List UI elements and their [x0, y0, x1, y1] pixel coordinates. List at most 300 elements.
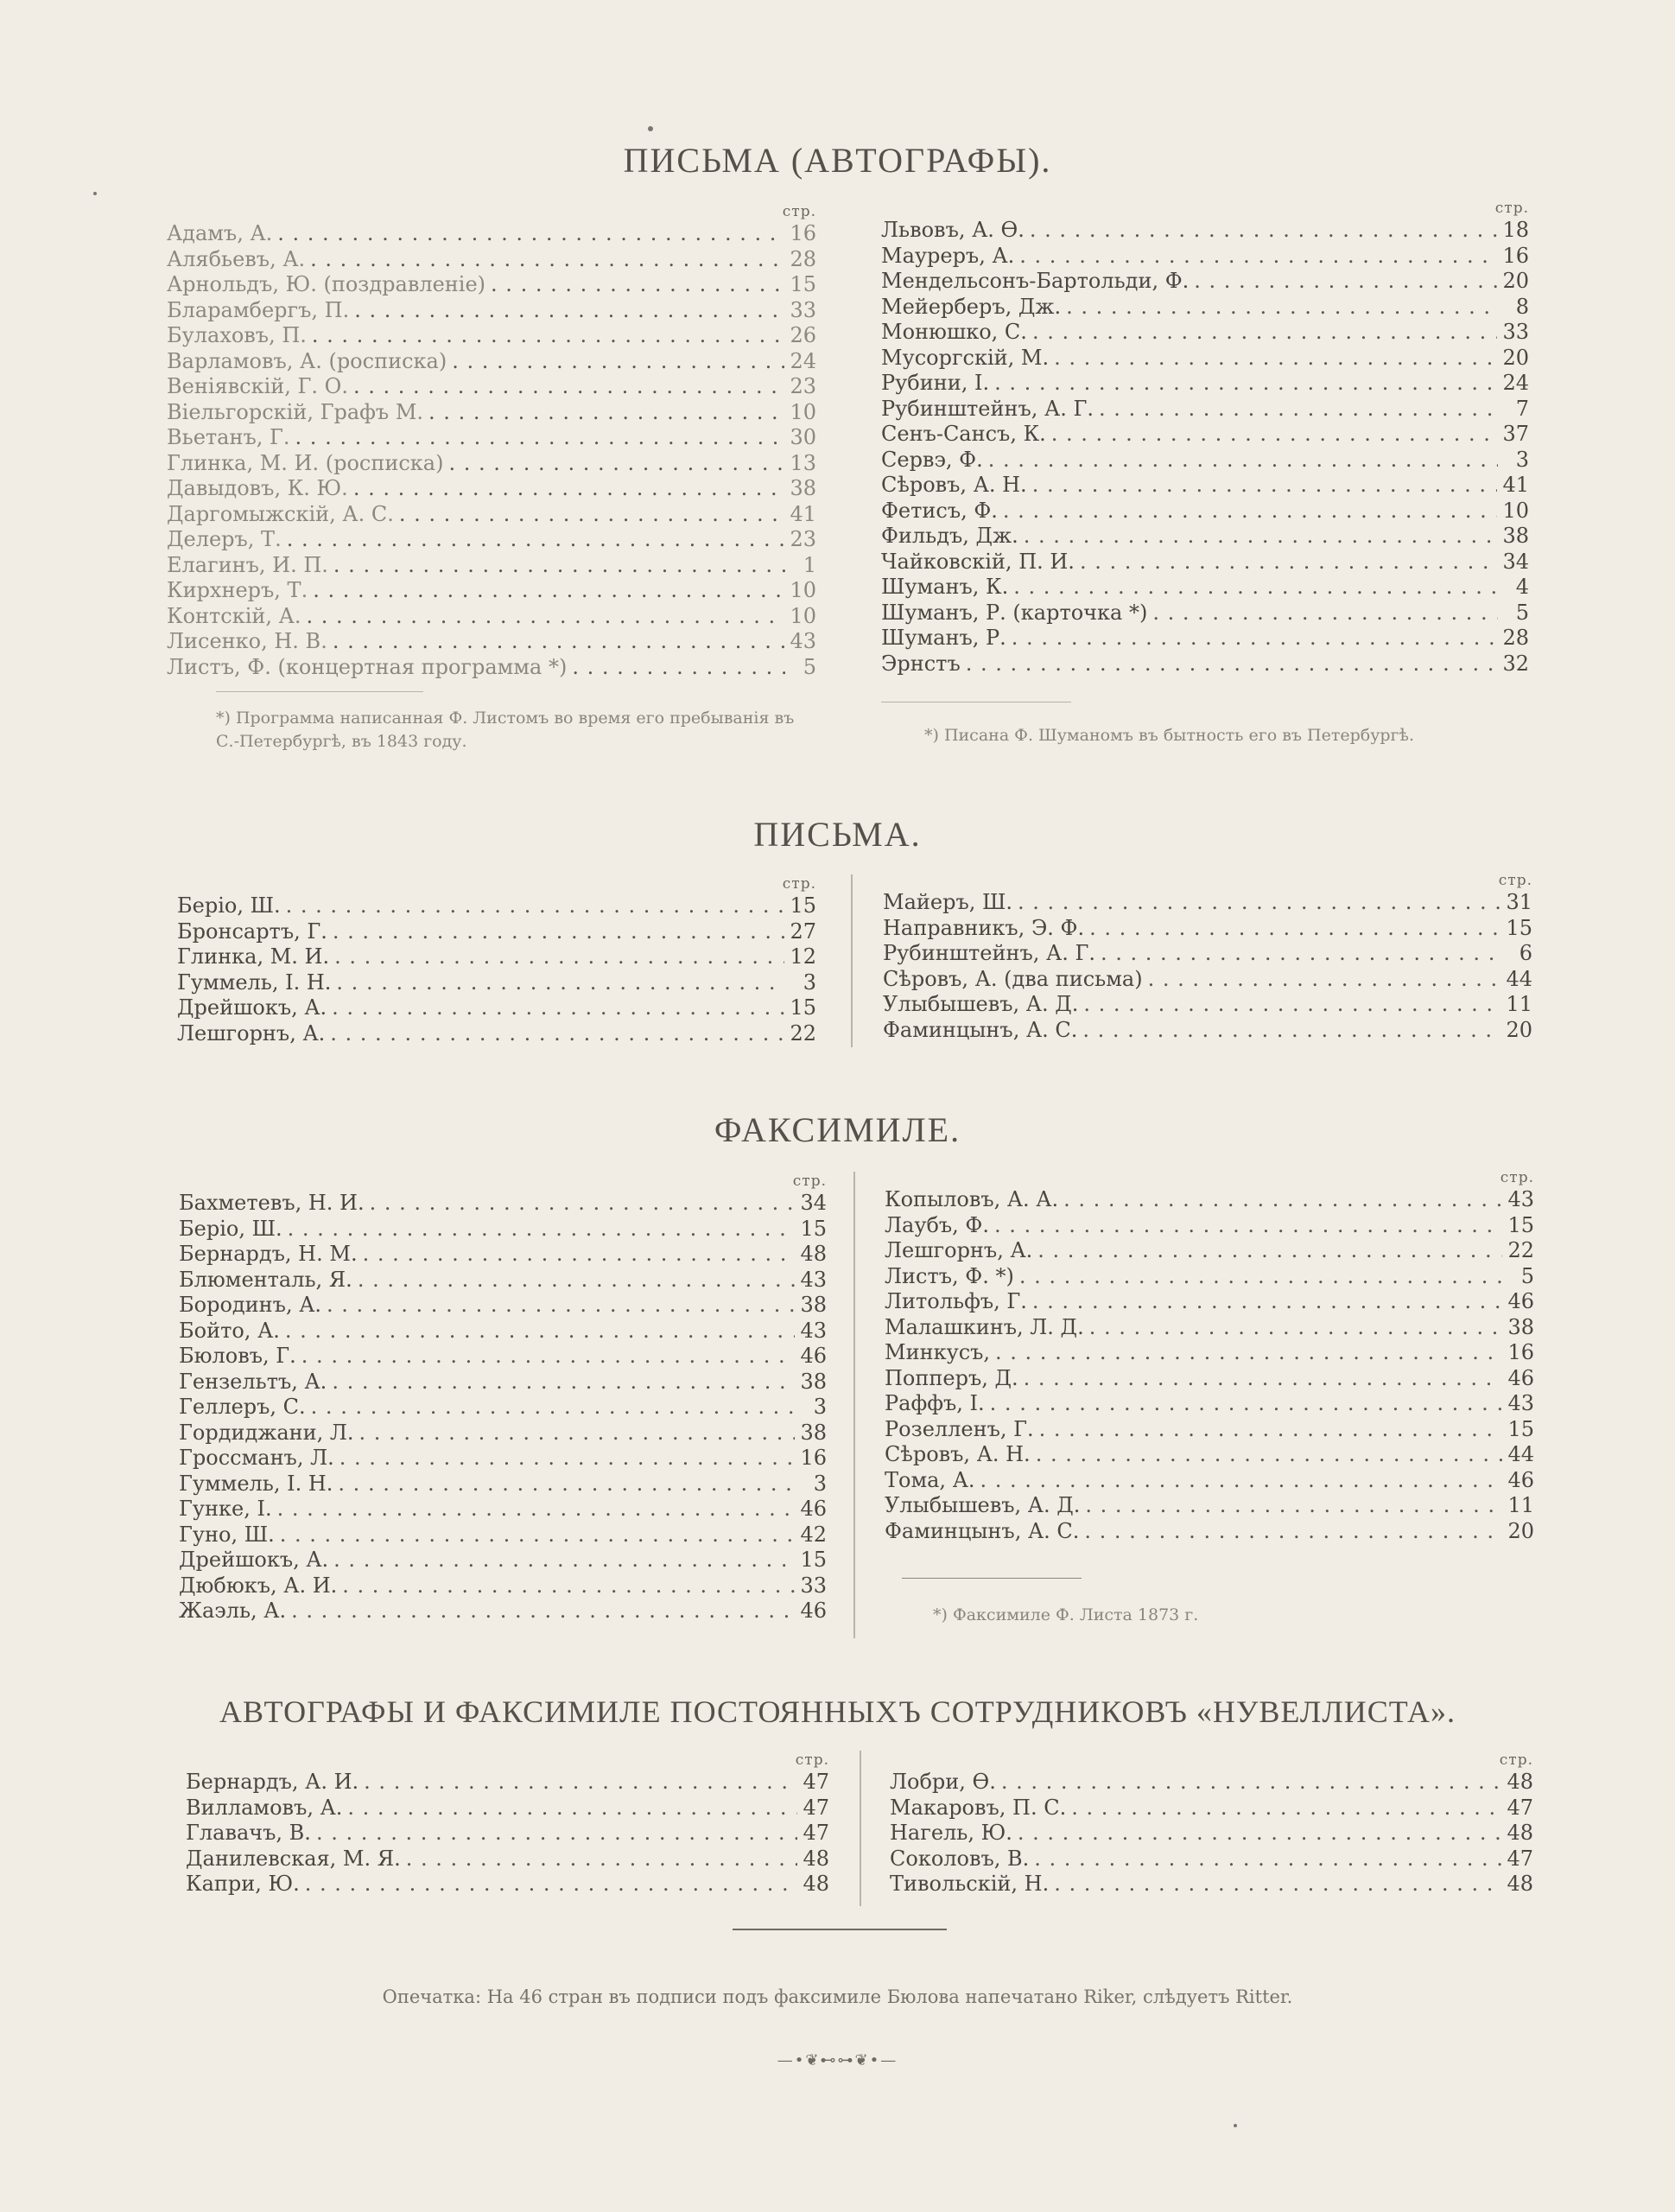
- index-entry: [167, 374, 816, 400]
- entry-page-number: 20: [1502, 269, 1529, 293]
- index-entry: [890, 1821, 1533, 1847]
- entry-name: Кирхнеръ, Т.: [167, 578, 308, 602]
- leader-dots: [980, 1468, 1503, 1494]
- entry-name: Глинка, М. И.: [177, 944, 330, 969]
- entry-name: Елагинъ, И. П.: [167, 552, 328, 577]
- entry-name: Шуманъ, Р.: [881, 626, 1006, 650]
- footnote-liszt-facsimile: *) Факсимиле Ф. Листа 1873 г.: [933, 1605, 1199, 1624]
- entry-page-number: 22: [790, 1020, 816, 1046]
- leader-dots: [280, 1522, 796, 1548]
- entry-page-number: 43: [1507, 1187, 1534, 1211]
- index-entry: [885, 1366, 1534, 1392]
- entry-name: Тивольскій, Н.: [890, 1872, 1050, 1896]
- entry-page-number: 15: [1507, 1416, 1534, 1441]
- index-entry: [179, 1497, 827, 1522]
- letters-left-column: [177, 874, 816, 1046]
- entry-name: Фаминцынъ, А. С.: [883, 1017, 1078, 1042]
- entry-page-number: 15: [1506, 915, 1532, 940]
- index-entry: [885, 1289, 1534, 1315]
- entry-name: Нагель, Ю.: [890, 1821, 1012, 1845]
- entry-page-number: 43: [790, 629, 816, 653]
- entry-name: Бернардъ, А. И.: [186, 1770, 359, 1794]
- entry-name: Глинка, М. И. (росписка): [167, 450, 444, 475]
- footnote-liszt-program: *) Программа написанная Ф. Листомъ во время его пребыванія въ С.-Петербургѣ, въ 1843 году.: [216, 709, 795, 751]
- entry-name: Мендельсонъ-Бартольди, Ф.: [881, 269, 1190, 293]
- entry-page-number: 48: [1507, 1872, 1533, 1896]
- index-entry: [890, 1770, 1533, 1796]
- entry-page-number: 6: [1519, 941, 1532, 965]
- leader-dots: [286, 893, 785, 919]
- entry-page-number: 38: [1507, 1314, 1534, 1339]
- entry-name: Делеръ, Т.: [167, 527, 282, 551]
- index-entry: [179, 1319, 827, 1344]
- index-entry: [885, 1493, 1534, 1519]
- entry-page-number: 46: [1507, 1467, 1534, 1492]
- index-entry: [885, 1213, 1534, 1239]
- index-entry: [885, 1238, 1534, 1264]
- entry-name: Раффъ, І.: [885, 1391, 985, 1415]
- entry-name: Мусоргскій, М.: [881, 345, 1050, 370]
- entry-page-number: 16: [800, 1446, 827, 1470]
- leader-dots: [291, 1599, 795, 1624]
- section-title-letters-autographs: ПИСЬМА (АВТОГРАФЫ).: [623, 141, 1052, 180]
- entry-page-number: 15: [800, 1216, 827, 1241]
- leader-dots: [359, 1421, 796, 1446]
- leader-dots: [1039, 1417, 1503, 1443]
- entry-page-number: 13: [790, 450, 816, 475]
- entry-name: Дюбюкъ, А. И.: [179, 1573, 338, 1598]
- index-entry: [186, 1770, 829, 1796]
- entry-page-number: 15: [790, 272, 816, 296]
- index-entry: [881, 269, 1529, 295]
- footnote-rule: [902, 1578, 1082, 1579]
- entry-name: Бородинъ, А.: [179, 1293, 321, 1317]
- entry-name: Лисенко, Н. В.: [167, 629, 327, 653]
- entry-name: Главачъ, В.: [186, 1821, 311, 1845]
- page-column-header: стр.: [782, 203, 816, 220]
- entry-name: Направникъ, Э. Ф.: [883, 915, 1085, 940]
- entry-page-number: 38: [790, 476, 816, 500]
- contributors-right-column: [890, 1751, 1533, 1897]
- entry-name: Улыбышевъ, А. Д.: [885, 1493, 1081, 1517]
- entry-name: Геллеръ, С.: [179, 1395, 306, 1419]
- leader-dots: [1037, 1238, 1502, 1264]
- entry-page-number: 23: [790, 374, 816, 398]
- index-entry: [881, 575, 1529, 601]
- entry-page-number: 46: [1507, 1365, 1534, 1390]
- entry-page-number: 23: [790, 527, 816, 551]
- entry-name: Адамъ, А.: [167, 221, 273, 245]
- entry-name: Жаэль, А.: [179, 1599, 287, 1623]
- ornament-divider: —•❦⊷⊶❦•—: [777, 2051, 898, 2069]
- page-column-header: стр.: [1498, 872, 1532, 889]
- footnote-rule: [216, 691, 423, 692]
- entry-name: Алябьевъ, А.: [167, 246, 306, 271]
- index-entry: [883, 916, 1532, 942]
- entry-name: Копыловъ, А. А.: [885, 1187, 1059, 1211]
- leader-dots: [1018, 890, 1501, 916]
- entry-name: Эрнстъ: [881, 651, 961, 676]
- leader-dots: [333, 553, 785, 579]
- entry-page-number: 24: [1502, 371, 1529, 395]
- entry-page-number: 15: [800, 1548, 827, 1572]
- leader-dots: [428, 400, 784, 426]
- column-divider: [860, 1751, 861, 1906]
- index-entry: [167, 629, 816, 655]
- entry-page-number: 30: [790, 425, 816, 449]
- leader-dots: [1194, 269, 1497, 295]
- entry-page-number: 16: [1502, 243, 1529, 268]
- entry-name: Гроссманъ, Л.: [179, 1446, 334, 1470]
- entry-page-number: 10: [790, 399, 816, 424]
- entry-name: Бернардъ, Н. М.: [179, 1242, 358, 1266]
- leader-dots: [310, 247, 784, 273]
- leader-dots: [330, 1021, 784, 1047]
- index-entry: [167, 425, 816, 451]
- leader-dots: [994, 1213, 1502, 1239]
- facsimiles-left-column: [179, 1172, 827, 1624]
- leader-dots: [334, 944, 784, 970]
- index-entry: [167, 298, 816, 324]
- entry-name: Дрейшокъ, А.: [177, 995, 327, 1020]
- entry-name: Фетисъ, Ф.: [881, 498, 998, 523]
- leader-dots: [1012, 626, 1498, 652]
- entry-page-number: 15: [1507, 1212, 1534, 1237]
- entry-page-number: 15: [790, 893, 816, 918]
- index-entry: [167, 400, 816, 426]
- entry-name: Улыбышевъ, А. Д.: [883, 992, 1079, 1016]
- entry-page-number: 34: [800, 1191, 827, 1215]
- entry-name: Бронсартъ, Г.: [177, 918, 327, 944]
- entry-name: Монюшко, С.: [881, 320, 1027, 344]
- entry-name: Рубинштейнъ, А. Г.: [883, 941, 1095, 965]
- leader-dots: [1018, 1821, 1502, 1847]
- entry-page-number: 48: [803, 1872, 829, 1896]
- ink-speck: [1234, 2124, 1237, 2127]
- index-entry: [881, 422, 1529, 448]
- leader-dots: [338, 1471, 796, 1497]
- index-entry: [885, 1187, 1534, 1213]
- entry-name: Беріо, Ш.: [179, 1216, 282, 1241]
- entry-name: Варламовъ, А. (росписка): [167, 348, 447, 373]
- index-entry: [179, 1548, 827, 1573]
- index-entry: [179, 1446, 827, 1471]
- leader-dots: [572, 655, 785, 681]
- entry-page-number: 20: [1502, 345, 1529, 370]
- entry-name: Минкусъ,: [885, 1340, 991, 1364]
- entry-name: Чайковскій, П. И.: [881, 549, 1075, 574]
- entry-page-number: 47: [1507, 1846, 1533, 1871]
- leader-dots: [312, 323, 785, 349]
- entry-page-number: 33: [800, 1573, 827, 1598]
- entry-page-number: 47: [1507, 1795, 1533, 1820]
- closing-rule: [733, 1929, 947, 1930]
- entry-page-number: 46: [1507, 1289, 1534, 1313]
- entry-name: Сѣровъ, А. Н.: [885, 1442, 1031, 1466]
- leader-dots: [1054, 1872, 1501, 1897]
- entry-page-number: 3: [813, 1471, 827, 1496]
- entry-name: Лешгорнъ, А.: [177, 1020, 326, 1046]
- index-entry: [885, 1391, 1534, 1417]
- entry-name: Гуно, Ш.: [179, 1522, 275, 1547]
- leader-dots: [336, 970, 785, 996]
- leader-dots: [1101, 941, 1501, 967]
- entry-name: Сервэ, Ф.: [881, 447, 983, 472]
- index-entry: [883, 967, 1532, 993]
- leader-dots: [1032, 320, 1498, 346]
- entry-page-number: 43: [800, 1267, 827, 1292]
- erratum-note: Опечатка: На 46 стран въ подписи подъ факсимиле Бюлова напечатано Riker, слѣдуетъ Ritter.: [382, 1986, 1293, 2007]
- entry-name: Гуммель, І. Н.: [177, 969, 332, 995]
- entry-name: Малашкинъ, Л. Д.: [885, 1314, 1084, 1339]
- leader-dots: [1019, 244, 1497, 270]
- leader-dots: [295, 425, 785, 451]
- leader-dots: [339, 1446, 796, 1471]
- entry-name: Литольфъ, Г.: [885, 1289, 1027, 1313]
- leader-dots: [994, 371, 1497, 397]
- leader-dots: [966, 652, 1498, 677]
- entry-page-number: 41: [790, 501, 816, 526]
- entry-name: Мейерберъ, Дж.: [881, 294, 1062, 319]
- ink-speck: [93, 192, 97, 195]
- entry-name: Попперъ, Д.: [885, 1365, 1018, 1390]
- entry-page-number: 27: [790, 918, 816, 944]
- index-entry: [177, 995, 816, 1021]
- entry-page-number: 1: [803, 552, 816, 577]
- leader-dots: [358, 1268, 796, 1294]
- leader-dots: [305, 1872, 798, 1897]
- entry-page-number: 32: [1502, 651, 1529, 676]
- leader-dots: [1013, 575, 1498, 601]
- index-entry: [179, 1268, 827, 1294]
- index-entry: [177, 1021, 816, 1047]
- index-entry: [167, 323, 816, 349]
- index-entry: [885, 1468, 1534, 1494]
- page-column-header: стр.: [795, 1751, 829, 1769]
- entry-name: Львовъ, А. Ѳ.: [881, 218, 1025, 242]
- index-entry: [177, 919, 816, 945]
- entry-name: Беріо, Ш.: [177, 893, 281, 918]
- leader-dots: [1019, 1264, 1503, 1290]
- leader-dots: [399, 502, 785, 528]
- index-entry: [167, 527, 816, 553]
- entry-name: Гуммель, І. Н.: [179, 1471, 333, 1496]
- entry-page-number: 22: [1507, 1238, 1534, 1262]
- leader-dots: [452, 349, 784, 375]
- index-entry: [890, 1847, 1533, 1872]
- entry-page-number: 31: [1506, 890, 1532, 914]
- leader-dots: [1083, 992, 1501, 1018]
- index-entry: [881, 448, 1529, 474]
- index-entry: [167, 272, 816, 298]
- leader-dots: [313, 578, 784, 604]
- contributors-left-column: [186, 1751, 829, 1897]
- entry-name: Макаровъ, П. С.: [890, 1795, 1067, 1820]
- entry-page-number: 46: [800, 1344, 827, 1368]
- index-entry: [167, 578, 816, 604]
- leader-dots: [1148, 967, 1501, 993]
- index-entry: [177, 893, 816, 919]
- leader-dots: [1001, 1770, 1502, 1796]
- index-entry: [883, 1018, 1532, 1044]
- entry-name: Гордиджани, Л.: [179, 1420, 354, 1445]
- index-entry: [167, 247, 816, 273]
- entry-page-number: 38: [800, 1420, 827, 1445]
- index-entry: [167, 502, 816, 528]
- footnote-schumann-card: *) Писана Ф. Шуманомъ въ бытность его въ Петербургѣ.: [924, 726, 1415, 745]
- entry-name: Рубинштейнъ, А. Г.: [881, 396, 1094, 421]
- entry-page-number: 8: [1515, 294, 1529, 319]
- entry-name: Капри, Ю.: [186, 1872, 300, 1896]
- index-entry: [186, 1872, 829, 1897]
- leader-dots: [342, 1573, 795, 1599]
- index-entry: [167, 553, 816, 579]
- entry-page-number: 10: [1502, 498, 1529, 523]
- section-title-facsimiles: ФАКСИМИЛЕ.: [714, 1110, 961, 1149]
- entry-page-number: 42: [800, 1522, 827, 1547]
- index-entry: [179, 1191, 827, 1217]
- entry-name: Віельгорскій, Графъ М.: [167, 399, 424, 424]
- entry-page-number: 26: [790, 323, 816, 347]
- entry-page-number: 28: [790, 246, 816, 271]
- index-entry: [179, 1217, 827, 1243]
- entry-page-number: 46: [800, 1599, 827, 1623]
- index-entry: [881, 550, 1529, 575]
- leader-dots: [1085, 1493, 1502, 1519]
- leader-dots: [333, 629, 785, 655]
- entry-page-number: 20: [1506, 1017, 1532, 1042]
- index-entry: [881, 397, 1529, 423]
- index-entry: [186, 1796, 829, 1821]
- index-entry: [179, 1573, 827, 1599]
- entry-page-number: 18: [1502, 218, 1529, 242]
- entry-page-number: 33: [1502, 320, 1529, 344]
- section-title-letters: ПИСЬМА.: [753, 815, 922, 854]
- leader-dots: [311, 1395, 796, 1421]
- leader-dots: [1099, 397, 1498, 423]
- entry-name: Тома, А.: [885, 1467, 975, 1492]
- index-entry: [885, 1519, 1534, 1545]
- leader-dots: [1084, 1519, 1502, 1545]
- entry-name: Бойто, А.: [179, 1318, 280, 1343]
- entry-name: Бларамбергъ, П.: [167, 297, 350, 322]
- index-entry: [885, 1264, 1534, 1290]
- entry-page-number: 7: [1515, 396, 1529, 421]
- leader-dots: [285, 1319, 796, 1344]
- leader-dots: [347, 1796, 797, 1821]
- leader-dots: [1054, 346, 1497, 372]
- entry-page-number: 44: [1507, 1442, 1534, 1466]
- index-entry: [179, 1395, 827, 1421]
- leader-dots: [990, 1391, 1503, 1417]
- entry-page-number: 5: [1520, 1263, 1534, 1288]
- column-divider: [851, 874, 853, 1047]
- leader-dots: [1032, 473, 1498, 499]
- entry-page-number: 44: [1506, 966, 1532, 991]
- entry-name: Фильдъ, Дж.: [881, 524, 1018, 548]
- leader-dots: [354, 298, 784, 324]
- facsimiles-right-column: [885, 1168, 1534, 1544]
- entry-page-number: 10: [790, 603, 816, 628]
- entry-page-number: 43: [1507, 1391, 1534, 1415]
- leader-dots: [1066, 295, 1498, 321]
- entry-name: Мауреръ, А.: [881, 243, 1015, 268]
- index-entry: [177, 944, 816, 970]
- entry-page-number: 16: [1507, 1340, 1534, 1364]
- leader-dots: [363, 1242, 796, 1268]
- index-entry: [179, 1471, 827, 1497]
- leader-dots: [1089, 1315, 1503, 1341]
- leader-dots: [1032, 1289, 1503, 1315]
- index-entry: [167, 451, 816, 477]
- index-entry: [885, 1315, 1534, 1341]
- index-entry: [881, 626, 1529, 652]
- letters-right-column: [883, 871, 1532, 1043]
- entry-name: Лешгорнъ, А.: [885, 1238, 1033, 1262]
- leader-dots: [1003, 499, 1498, 524]
- entry-page-number: 5: [1515, 600, 1529, 625]
- entry-page-number: 28: [1502, 626, 1529, 650]
- page-column-header: стр.: [1499, 1751, 1533, 1769]
- page-column-header: стр.: [792, 1173, 827, 1190]
- leader-dots: [288, 1217, 796, 1243]
- index-entry: [186, 1821, 829, 1847]
- entry-name: Лаубъ, Ф.: [885, 1212, 989, 1237]
- entry-name: Бюловъ, Г.: [179, 1344, 296, 1368]
- entry-page-number: 41: [1502, 473, 1529, 497]
- entry-page-number: 46: [800, 1497, 827, 1521]
- autographs-right-column: [881, 199, 1529, 677]
- index-entry: [883, 890, 1532, 916]
- entry-page-number: 38: [800, 1369, 827, 1394]
- entry-name: Листъ, Ф. *): [885, 1263, 1014, 1288]
- ink-speck: [648, 126, 653, 131]
- entry-name: Данилевская, М. Я.: [186, 1846, 401, 1871]
- leader-dots: [370, 1191, 796, 1217]
- leader-dots: [364, 1770, 797, 1796]
- entry-name: Гунке, І.: [179, 1497, 272, 1521]
- entry-page-number: 11: [1507, 1493, 1534, 1517]
- entry-page-number: 34: [1502, 549, 1529, 574]
- entry-name: Гензельтъ, А.: [179, 1369, 327, 1394]
- entry-page-number: 48: [1507, 1770, 1533, 1794]
- leader-dots: [1051, 422, 1498, 448]
- index-entry: [167, 476, 816, 502]
- index-entry: [881, 524, 1529, 550]
- index-entry: [167, 655, 816, 681]
- index-entry: [179, 1370, 827, 1395]
- index-entry: [885, 1340, 1534, 1366]
- index-entry: [186, 1847, 829, 1872]
- index-entry: [179, 1293, 827, 1319]
- entry-page-number: 3: [1515, 447, 1529, 472]
- leader-dots: [353, 374, 784, 400]
- entry-page-number: 48: [800, 1242, 827, 1266]
- entry-page-number: 37: [1502, 422, 1529, 446]
- leader-dots: [333, 919, 785, 945]
- index-entry: [179, 1242, 827, 1268]
- page-column-header: стр.: [1500, 1169, 1534, 1186]
- index-entry: [881, 295, 1529, 321]
- leader-dots: [995, 1340, 1502, 1366]
- entry-name: Рубини, І.: [881, 371, 990, 395]
- leader-dots: [316, 1821, 798, 1847]
- page-column-header: стр.: [782, 875, 816, 893]
- index-entry: [885, 1442, 1534, 1468]
- leader-dots: [287, 527, 785, 553]
- leader-dots: [1036, 1442, 1503, 1468]
- entry-page-number: 47: [803, 1770, 829, 1794]
